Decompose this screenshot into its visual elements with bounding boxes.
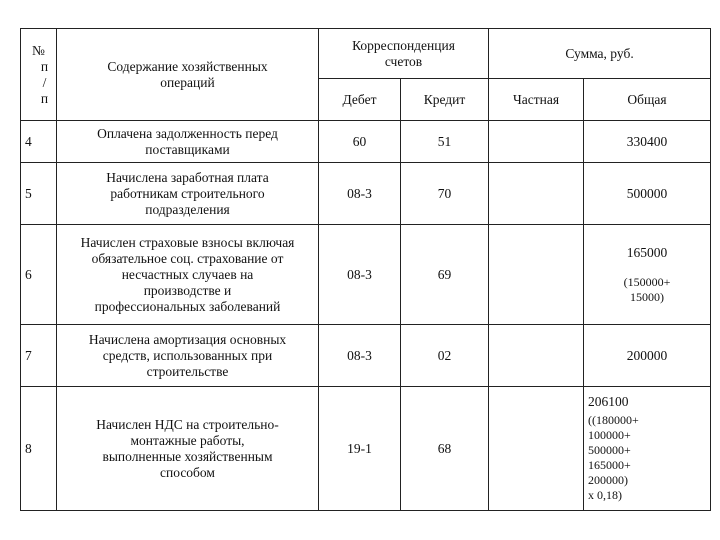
header-number-line: № [32,42,45,58]
header-debit: Дебет [319,79,401,121]
row-debit: 08-3 [319,325,401,387]
row-partial [489,163,584,225]
table-row [21,121,711,163]
header-number-line: / [42,74,47,90]
row-content: Оплачена задолженность перед поставщиками [57,121,319,163]
row-debit: 60 [319,121,401,163]
header-number-line: п [40,90,49,106]
row-credit: 69 [401,225,489,325]
row-debit: 08-3 [319,225,401,325]
row-credit: 51 [401,121,489,163]
row-content: Начислена амортизация основных средств, использованных при строительстве [57,325,319,387]
row-debit: 08-3 [319,163,401,225]
table-row [21,387,711,511]
header-total: Общая [584,79,711,121]
row-total: 165000 [626,244,668,260]
header-content: Содержание хозяйственных операций [57,29,319,121]
row-debit: 19-1 [319,387,401,511]
header-credit: Кредит [401,79,489,121]
table-row [21,325,711,387]
row-credit: 02 [401,325,489,387]
table-row [21,163,711,225]
row-credit: 70 [401,163,489,225]
row-partial [489,225,584,325]
header-number [21,29,57,121]
header-number-line: п [40,58,49,74]
row-content: Начислена заработная плата работникам строительного подразделения [57,163,319,225]
row-number: 6 [21,225,57,325]
row-number: 8 [21,387,57,511]
row-credit: 68 [401,387,489,511]
row-total-cell [584,225,711,325]
row-total: 206100 [588,394,629,409]
row-partial [489,325,584,387]
header-row-top [21,29,711,79]
row-total-note: (150000+ 15000) [623,274,671,304]
row-total: 330400 [584,121,711,163]
row-number: 7 [21,325,57,387]
row-total: 200000 [584,325,711,387]
row-content: Начислен страховые взносы включая обязательное соц. страхование от несчастных случаев на производстве и профессиональных заболеваний [57,225,319,325]
table-row [21,225,711,325]
row-total: 500000 [584,163,711,225]
row-number: 5 [21,163,57,225]
journal-table [20,28,711,511]
header-correspondence: Корреспонденция счетов [319,29,489,79]
row-number: 4 [21,121,57,163]
row-partial [489,121,584,163]
row-partial [489,387,584,511]
row-content: Начислен НДС на строительно- монтажные работы, выполненные хозяйственным способом [57,387,319,511]
row-total-note: ((180000+ 100000+ 500000+ 165000+ 200000) х 0,18) [588,413,639,502]
row-total-cell [584,387,711,511]
header-partial: Частная [489,79,584,121]
header-amount: Сумма, руб. [489,29,711,79]
